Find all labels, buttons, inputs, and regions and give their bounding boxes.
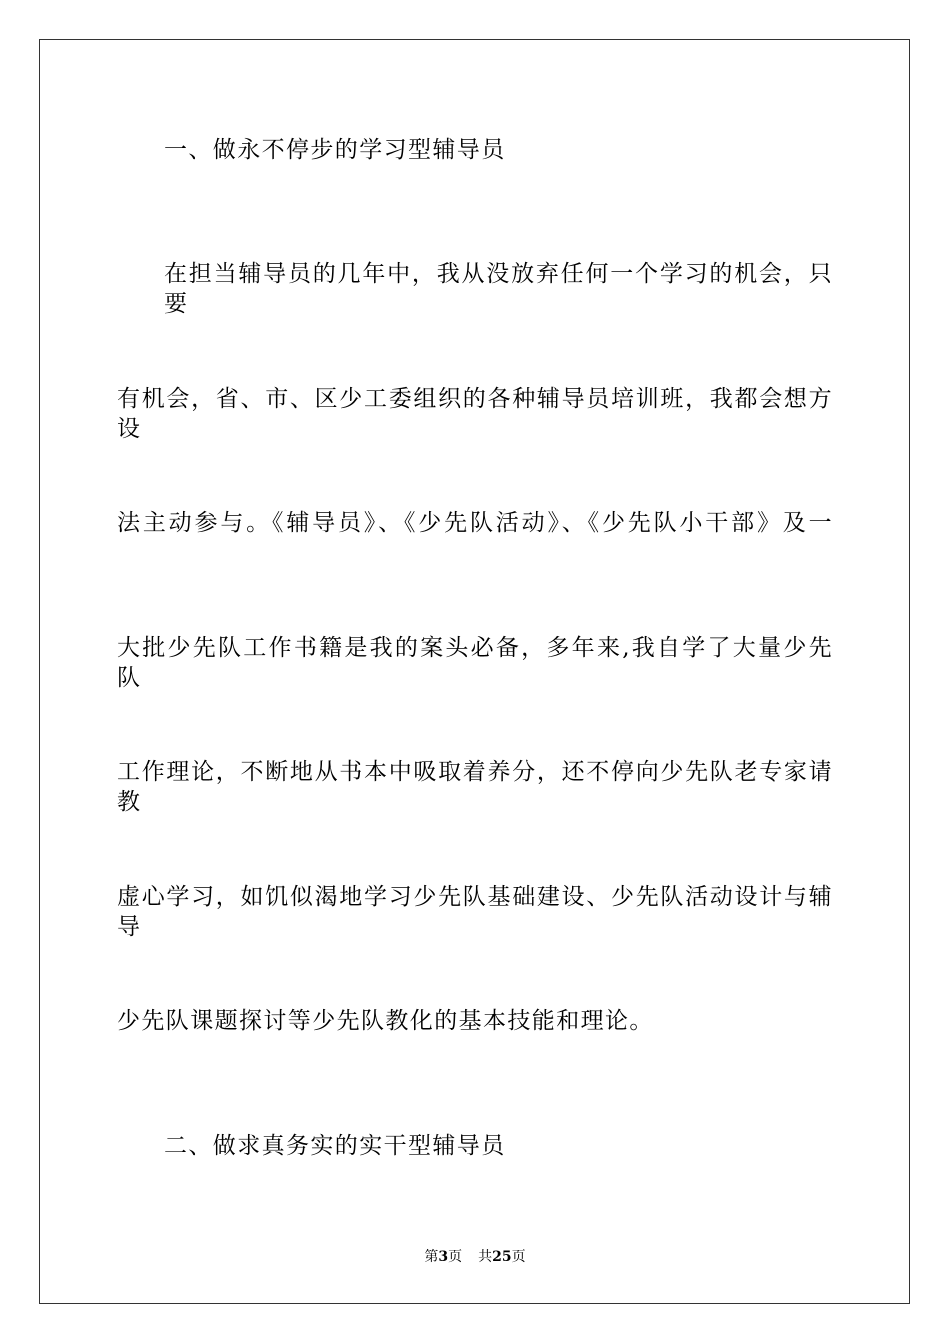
paragraph-line: 虚心学习，如饥似渴地学习少先队基础建设、少先队活动设计与辅导 (117, 884, 833, 940)
paragraph-line: 大批少先队工作书籍是我的案头必备，多年来,我自学了大量少先队 (117, 635, 833, 691)
footer-page-number: 3 (438, 1249, 449, 1265)
paragraph-line: 少先队课题探讨等少先队教化的基本技能和理论。 (117, 1008, 654, 1034)
paragraph-line: 法主动参与。《辅导员》、《少先队活动》、《少先队小干部》及一 (117, 510, 833, 536)
footer-page-prefix: 第 (424, 1249, 439, 1265)
paragraph-line: 工作理论，不断地从书本中吸取着养分，还不停向少先队老专家请教 (117, 759, 833, 815)
footer-total-pages: 25 (492, 1249, 512, 1265)
page-footer (0, 1248, 950, 1266)
footer-total-suffix: 页 (511, 1249, 526, 1265)
section-heading-1: 一、做永不停步的学习型辅导员 (164, 137, 506, 163)
paragraph-line: 有机会，省、市、区少工委组织的各种辅导员培训班，我都会想方设 (117, 386, 833, 442)
footer-page-suffix: 页 (448, 1249, 463, 1265)
footer-total-prefix: 共 (478, 1249, 493, 1265)
paragraph-line: 在担当辅导员的几年中，我从没放弃任何一个学习的机会，只要 (164, 261, 833, 317)
section-heading-2: 二、做求真务实的实干型辅导员 (164, 1133, 506, 1159)
